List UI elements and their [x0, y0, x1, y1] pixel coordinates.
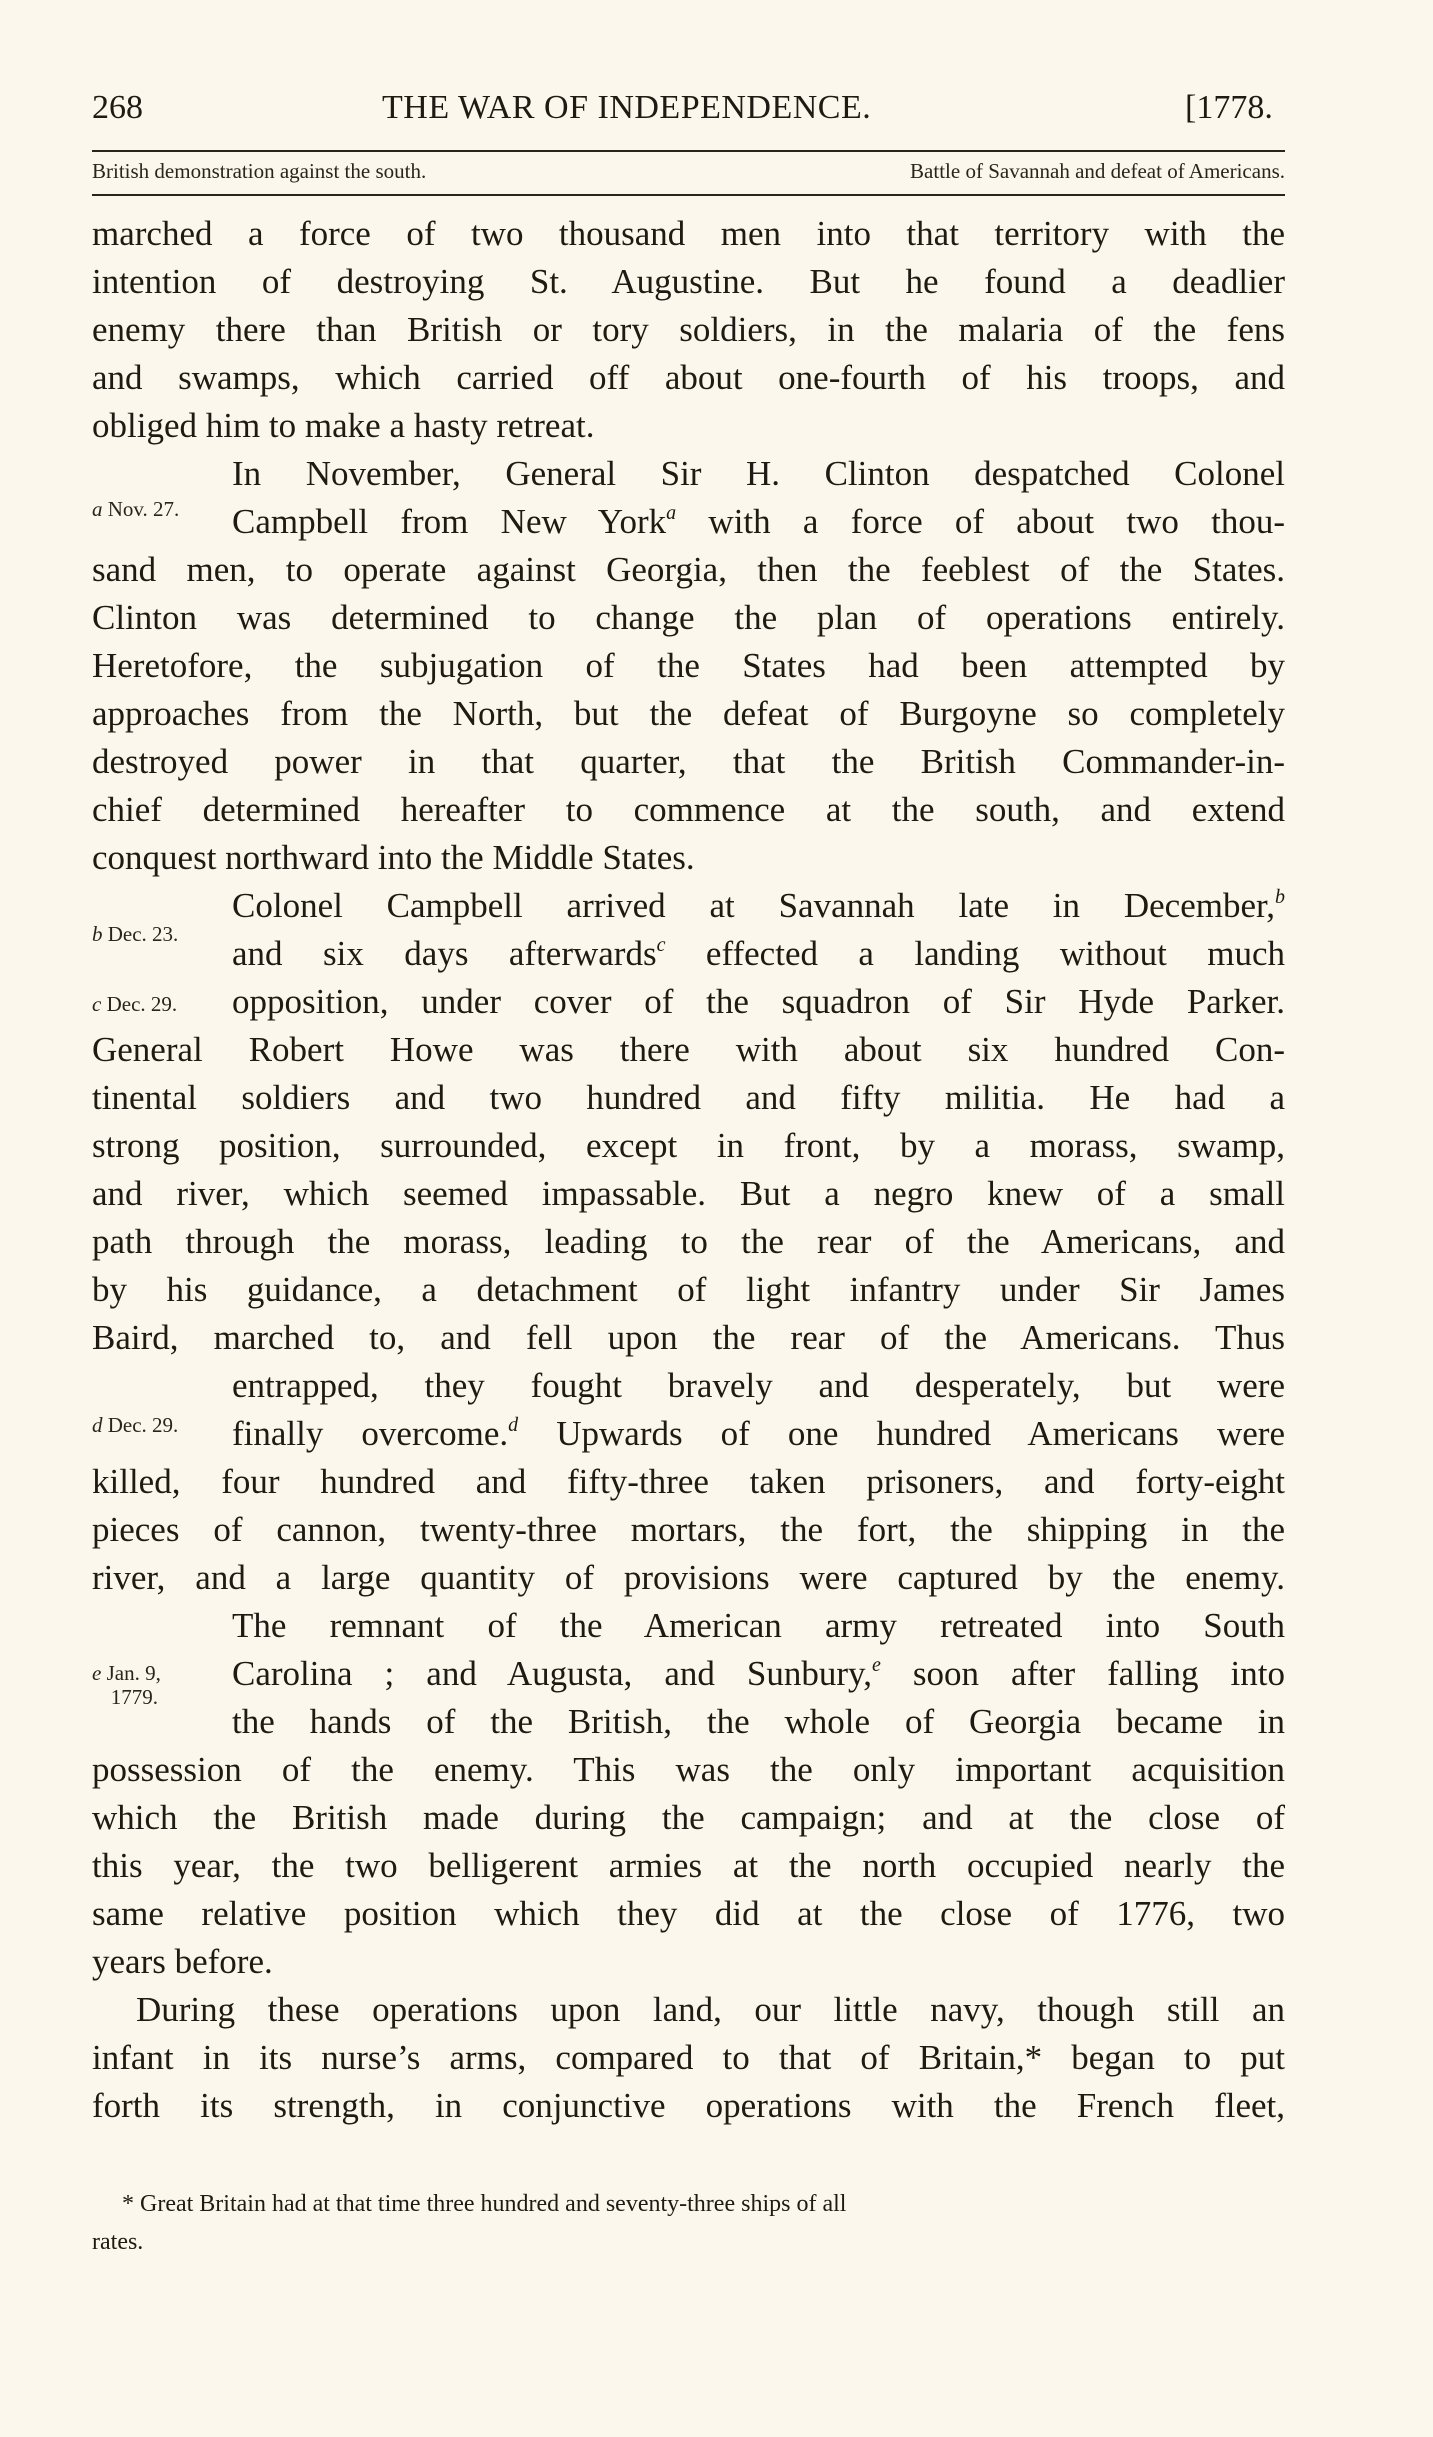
text-line: Baird, marched to, and fell upon the rear of the Americans. Thus [92, 1318, 1285, 1357]
text-line: and river, which seemed impassable. But a negro knew of a small [92, 1174, 1285, 1213]
margin-note-letter: e [92, 1661, 102, 1685]
text-line: the hands of the British, the whole of Georgia became in [232, 1702, 1285, 1741]
running-title: THE WAR OF INDEPENDENCE. [382, 89, 872, 126]
margin-note-letter: b [92, 922, 103, 946]
margin-note-date: Jan. 9, [106, 1661, 161, 1685]
text-line: approaches from the North, but the defeat of Burgoyne so completely [92, 694, 1285, 733]
text-line: this year, the two belligerent armies at the north occupied nearly the [92, 1846, 1285, 1885]
subheader-left: British demonstration against the south. [92, 159, 427, 183]
subheader-rule [92, 194, 1285, 196]
margin-note-date: Dec. 29. [106, 992, 178, 1016]
text-line: The remnant of the American army retreated into South [232, 1606, 1285, 1645]
text-line: Heretofore, the subjugation of the States had been attempted by [92, 646, 1285, 685]
text-line [232, 498, 1285, 546]
text-run: and six days afterwards [232, 934, 657, 973]
page-number: 268 [92, 89, 143, 126]
text-line: river, and a large quantity of provisions were captured by the enemy. [92, 1558, 1285, 1597]
text-run: soon after falling into [880, 1654, 1285, 1693]
text-line: entrapped, they fought bravely and desperately, but were [232, 1366, 1285, 1405]
text-line: same relative position which they did at the close of 1776, two [92, 1894, 1285, 1933]
text-line: pieces of cannon, twenty-three mortars, the fort, the shipping in the [92, 1510, 1285, 1549]
text-line: path through the morass, leading to the rear of the Americans, and [92, 1222, 1285, 1261]
footnote-line: * Great Britain had at that time three hundred and seventy-three ships of all [122, 2191, 847, 2217]
text-line: marched a force of two thousand men into that territory with the [92, 214, 1285, 253]
text-line: intention of destroying St. Augustine. But he found a deadlier [92, 262, 1285, 301]
margin-note-b [92, 922, 178, 946]
text-line [232, 1650, 1285, 1698]
text-line: killed, four hundred and fifty-three taken prisoners, and forty-eight [92, 1462, 1285, 1501]
text-line: In November, General Sir H. Clinton despatched Colonel [232, 454, 1285, 493]
text-line: forth its strength, in conjunctive operations with the French fleet, [92, 2086, 1285, 2125]
text-line: and swamps, which carried off about one-fourth of his troops, and [92, 358, 1285, 397]
margin-note-date: Dec. 23. [107, 922, 179, 946]
text-line: tinental soldiers and two hundred and fifty militia. He had a [92, 1078, 1285, 1117]
header-rule [92, 150, 1285, 152]
text-line: enemy there than British or tory soldiers, in the malaria of the fens [92, 310, 1285, 349]
margin-note-a [92, 497, 179, 521]
note-ref-a: a [666, 502, 677, 524]
text-line: strong position, surrounded, except in front, by a morass, swamp, [92, 1126, 1285, 1165]
text-line: possession of the enemy. This was the only important acquisition [92, 1750, 1285, 1789]
note-ref-e: e [871, 1654, 881, 1676]
text-line: opposition, under cover of the squadron of Sir Hyde Parker. [232, 982, 1285, 1021]
text-run: Campbell from New York [232, 502, 667, 541]
text-run: effected a landing without much [665, 934, 1285, 973]
text-run: Colonel Campbell arrived at Savannah late in December, [232, 886, 1275, 925]
text-run: Carolina ; and Augusta, and Sunbury, [232, 1654, 872, 1693]
text-line: years before. [92, 1942, 273, 1981]
text-line: conquest northward into the Middle States. [92, 838, 695, 877]
note-ref-d: d [508, 1414, 519, 1436]
margin-note-letter: c [92, 992, 102, 1016]
margin-note-year: 1779. [110, 1685, 159, 1709]
margin-note-letter: a [92, 497, 103, 521]
text-line [232, 1410, 1285, 1458]
note-ref-b: b [1275, 886, 1285, 908]
margin-note-date: Dec. 29. [107, 1413, 179, 1437]
text-line [232, 930, 1285, 978]
text-line: chief determined hereafter to commence at the south, and extend [92, 790, 1285, 829]
text-run: finally overcome. [232, 1414, 509, 1453]
text-line: obliged him to make a hasty retreat. [92, 406, 595, 445]
margin-note-date: Nov. 27. [107, 497, 180, 521]
text-line: infant in its nurse’s arms, compared to that of Britain,* began to put [92, 2038, 1285, 2077]
text-line: General Robert Howe was there with about six hundred Con- [92, 1030, 1285, 1069]
text-line: sand men, to operate against Georgia, then the feeblest of the States. [92, 550, 1285, 589]
margin-note-e [92, 1661, 161, 1709]
text-line: which the British made during the campaign; and at the close of [92, 1798, 1285, 1837]
margin-note-d [92, 1413, 178, 1437]
subheader-right: Battle of Savannah and defeat of Americans. [910, 159, 1285, 183]
text-line: by his guidance, a detachment of light infantry under Sir James [92, 1270, 1285, 1309]
running-year: [1778. [1185, 89, 1273, 126]
note-ref-c: c [656, 934, 666, 956]
text-line [232, 882, 1285, 930]
margin-note-letter: d [92, 1413, 103, 1437]
footnote-line: rates. [92, 2229, 144, 2255]
text-line: During these operations upon land, our little navy, though still an [136, 1990, 1285, 2029]
text-run: Upwards of one hundred Americans were [518, 1414, 1285, 1453]
text-line: destroyed power in that quarter, that the British Commander-in- [92, 742, 1285, 781]
text-run: with a force of about two thou- [676, 502, 1285, 541]
margin-note-c [92, 992, 177, 1016]
text-line: Clinton was determined to change the plan of operations entirely. [92, 598, 1285, 637]
